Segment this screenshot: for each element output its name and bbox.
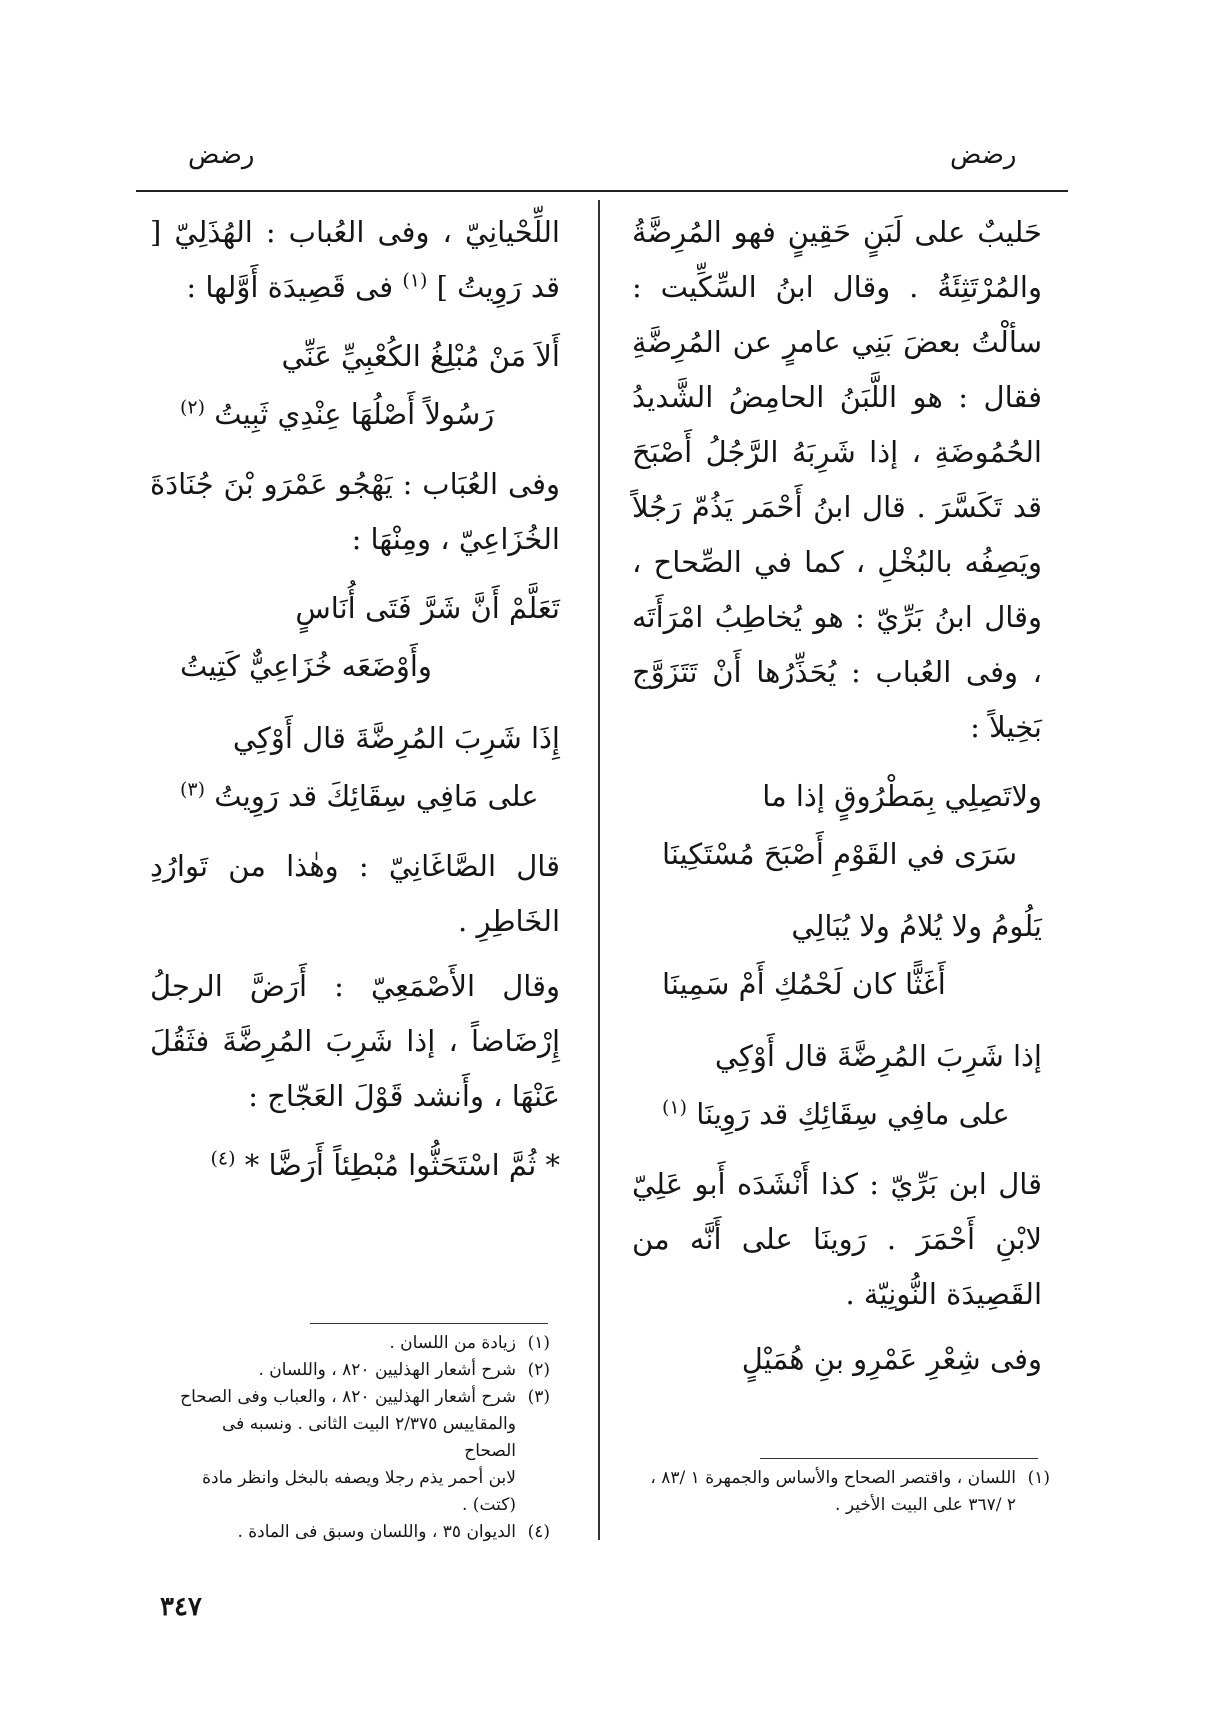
right-verse-3	[632, 1027, 1042, 1143]
footnote-number: (٣)	[527, 1387, 550, 1407]
right-verse-3-second-text: على مافِي سِقَائِكِ قد رَوِينَا	[696, 1097, 1010, 1131]
footnote-marker: (٤)	[210, 1147, 236, 1170]
left-paragraph-4: وقال الأَصْمَعِيّ : أَرَضَّ الرجلُ إِرْضَاضاً ، إذا شَرِبَ المُرِضَّةَ فثَقُلَ عَنْهَا ، وأَنشد قَوْلَ العَجّاج :	[150, 969, 560, 1113]
footnote-marker: (٢)	[180, 396, 206, 419]
footnote-continuation: (كتت) .	[462, 1495, 516, 1515]
footnote-continuation: لابن أحمر يذم رجلا ويصفه بالبخل وانظر مادة	[202, 1468, 516, 1488]
left-verse-3	[150, 709, 560, 825]
footnote-text: اللسان ، واقتصر الصحاح والأساس والجمهرة ١ /٨٣ ،	[650, 1468, 1016, 1488]
left-paragraph-3: قال الصَّاغَانِيّ : وهٰذا من تَوارُدِ الخَاطِرِ .	[150, 849, 560, 938]
left-verse-3-second-hemistich	[150, 767, 560, 825]
footnote-number: (١)	[1027, 1468, 1050, 1488]
left-verse-2-first-hemistich: تَعَلَّمْ أَنَّ شَرَّ فَتَى أُنَاسٍ	[295, 591, 560, 625]
left-verse-4	[150, 1136, 560, 1194]
left-verse-1-first-hemistich: أَلاَ مَنْ مُبْلِغُ الكُعْبِيِّ عَنِّي	[281, 339, 560, 373]
right-verse-2-first-hemistich: يَلُومُ ولا يُلامُ ولا يُبَالِي	[791, 909, 1042, 943]
left-verse-4-line	[150, 1136, 560, 1194]
page-number: ٣٤٧	[160, 1592, 202, 1622]
right-verse-2-second-hemistich: أَغَثًّا كان لَحْمُكِ أَمْ سَمِينَا	[662, 967, 946, 1001]
footnote-continuation: والمقاييس ٢/٣٧٥ البيت الثانى . ونسبه فى الصحاح	[222, 1414, 516, 1461]
left-verse-3-first-hemistich: إِذَا شَرِبَ المُرِضَّةَ قال أَوْكِي	[232, 721, 560, 755]
header-rule	[136, 190, 1068, 192]
footnote-number: (٤)	[527, 1522, 550, 1542]
right-verse-3-first-hemistich: إذا شَرِبَ المُرِضَّةَ قال أَوْكِي	[714, 1039, 1042, 1073]
footnote-continuation: ٢ /٣٦٧ على البيت الأخير .	[835, 1495, 1016, 1515]
left-column	[150, 205, 560, 1208]
footnote-marker: (١)	[402, 269, 428, 292]
left-verse-4-text: * ثُمَّ اسْتَحَثُّوا مُبْطِئاً أَرَضَّا *	[244, 1148, 560, 1182]
left-paragraph-2: وفى العُبَاب : يَهْجُو عَمْرَو بْنَ جُنَادَةَ الخُزَاعِيّ ، ومِنْهَا :	[150, 467, 560, 556]
footnote-text: شرح أشعار الهذليين ٨٢٠ ، واللسان .	[258, 1360, 516, 1380]
footnote-text: شرح أشعار الهذليين ٨٢٠ ، والعباب وفى الصحاح	[180, 1387, 516, 1407]
left-verse-1-second-text: رَسُولاً أَصْلُهَا عِنْدِي ثَبِيتُ	[214, 397, 495, 431]
footnote-item	[180, 1330, 550, 1357]
running-head-left: رضض	[188, 140, 255, 170]
left-paragraph-1-text: اللِّحْيانِيّ ، وفى العُباب : الهُذَلِيّ [ قد رَوِيتُ ]	[150, 215, 560, 304]
right-paragraph-1: حَليبٌ على لَبَنٍ حَقِينٍ فهو المُرِضَّةُ والمُرْتَثِئَةُ . وقال ابنُ السِّكِّيت : سألْتُ بعضَ بَنِي عامرٍ عن المُرِضَّةِ فقال : هو اللَّبَنُ الحامِضُ الشَّديدُ الحُمُوضَةِ ، إذا شَرِبَهُ الرَّجُلُ أَصْبَحَ قد تَكَسَّرَ . قال ابنُ أَحْمَر يَذُمّ رَجُلاً ويَصِفُه بالبُخْلِ ، كما في الصِّحاح ، وقال ابنُ بَرِّيّ : هو يُخاطِبُ امْرَأَتَه ، وفى العُباب : يُحَذِّرُها أَنْ تَتَزَوَّج بَخِيلاً :	[632, 215, 1042, 744]
right-verse-2	[632, 897, 1042, 1013]
right-verse-3-second-hemistich	[632, 1085, 1042, 1143]
left-verse-3-second-text: على مَافِي سِقَائِكَ قد رَوِيتُ	[214, 779, 539, 813]
left-verse-2-second-hemistich: وأَوْضَعَه خُزَاعِيٌّ كَتِيتُ	[180, 649, 432, 683]
right-verse-1-second-hemistich: سَرَى في القَوْمِ أَصْبَحَ مُسْتَكِينَا	[662, 837, 1018, 871]
footnote-number: (٢)	[527, 1360, 550, 1380]
left-verse-1-second-hemistich	[150, 385, 560, 443]
footnote-rule-left	[310, 1323, 548, 1324]
footnote-item	[640, 1465, 1050, 1492]
left-paragraph-1	[150, 205, 560, 315]
footnote-item	[180, 1519, 550, 1546]
footnote-item	[180, 1384, 550, 1411]
right-paragraph-2: قال ابن بَرِّيّ : كذا أَنْشَدَه أَبو عَلِيّ لابْنِ أَحْمَرَ . رَوينَا على أَنَّه من القَصِيدَة النُّونِيّة .	[632, 1167, 1042, 1311]
left-paragraph-1-end: فى قَصِيدَة أَوَّلها :	[186, 270, 394, 304]
footnote-marker: (١)	[662, 1096, 688, 1119]
footnote-item	[180, 1357, 550, 1384]
footnote-number: (١)	[527, 1333, 550, 1353]
right-paragraph-3: وفى شِعْرِ عَمْرِو بنِ هُمَيْلٍ	[741, 1342, 1042, 1376]
running-head-right: رضض	[950, 140, 1017, 170]
column-divider	[598, 200, 600, 1540]
footnote-text: الديوان ٣٥ ، واللسان وسبق فى المادة .	[237, 1522, 516, 1542]
right-verse-1-first-hemistich: ولاتَصِلِي بِمَطْرُوقٍ إذا ما	[762, 779, 1042, 813]
left-verse-1	[150, 327, 560, 443]
footnote-rule-right	[760, 1458, 1038, 1459]
left-verse-2	[150, 579, 560, 695]
footnote-marker: (٣)	[180, 778, 206, 801]
footnotes-left	[180, 1330, 550, 1546]
right-verse-1	[632, 767, 1042, 883]
footnote-text: زيادة من اللسان .	[389, 1333, 516, 1353]
right-column	[632, 205, 1042, 1397]
footnotes-right	[640, 1465, 1050, 1519]
